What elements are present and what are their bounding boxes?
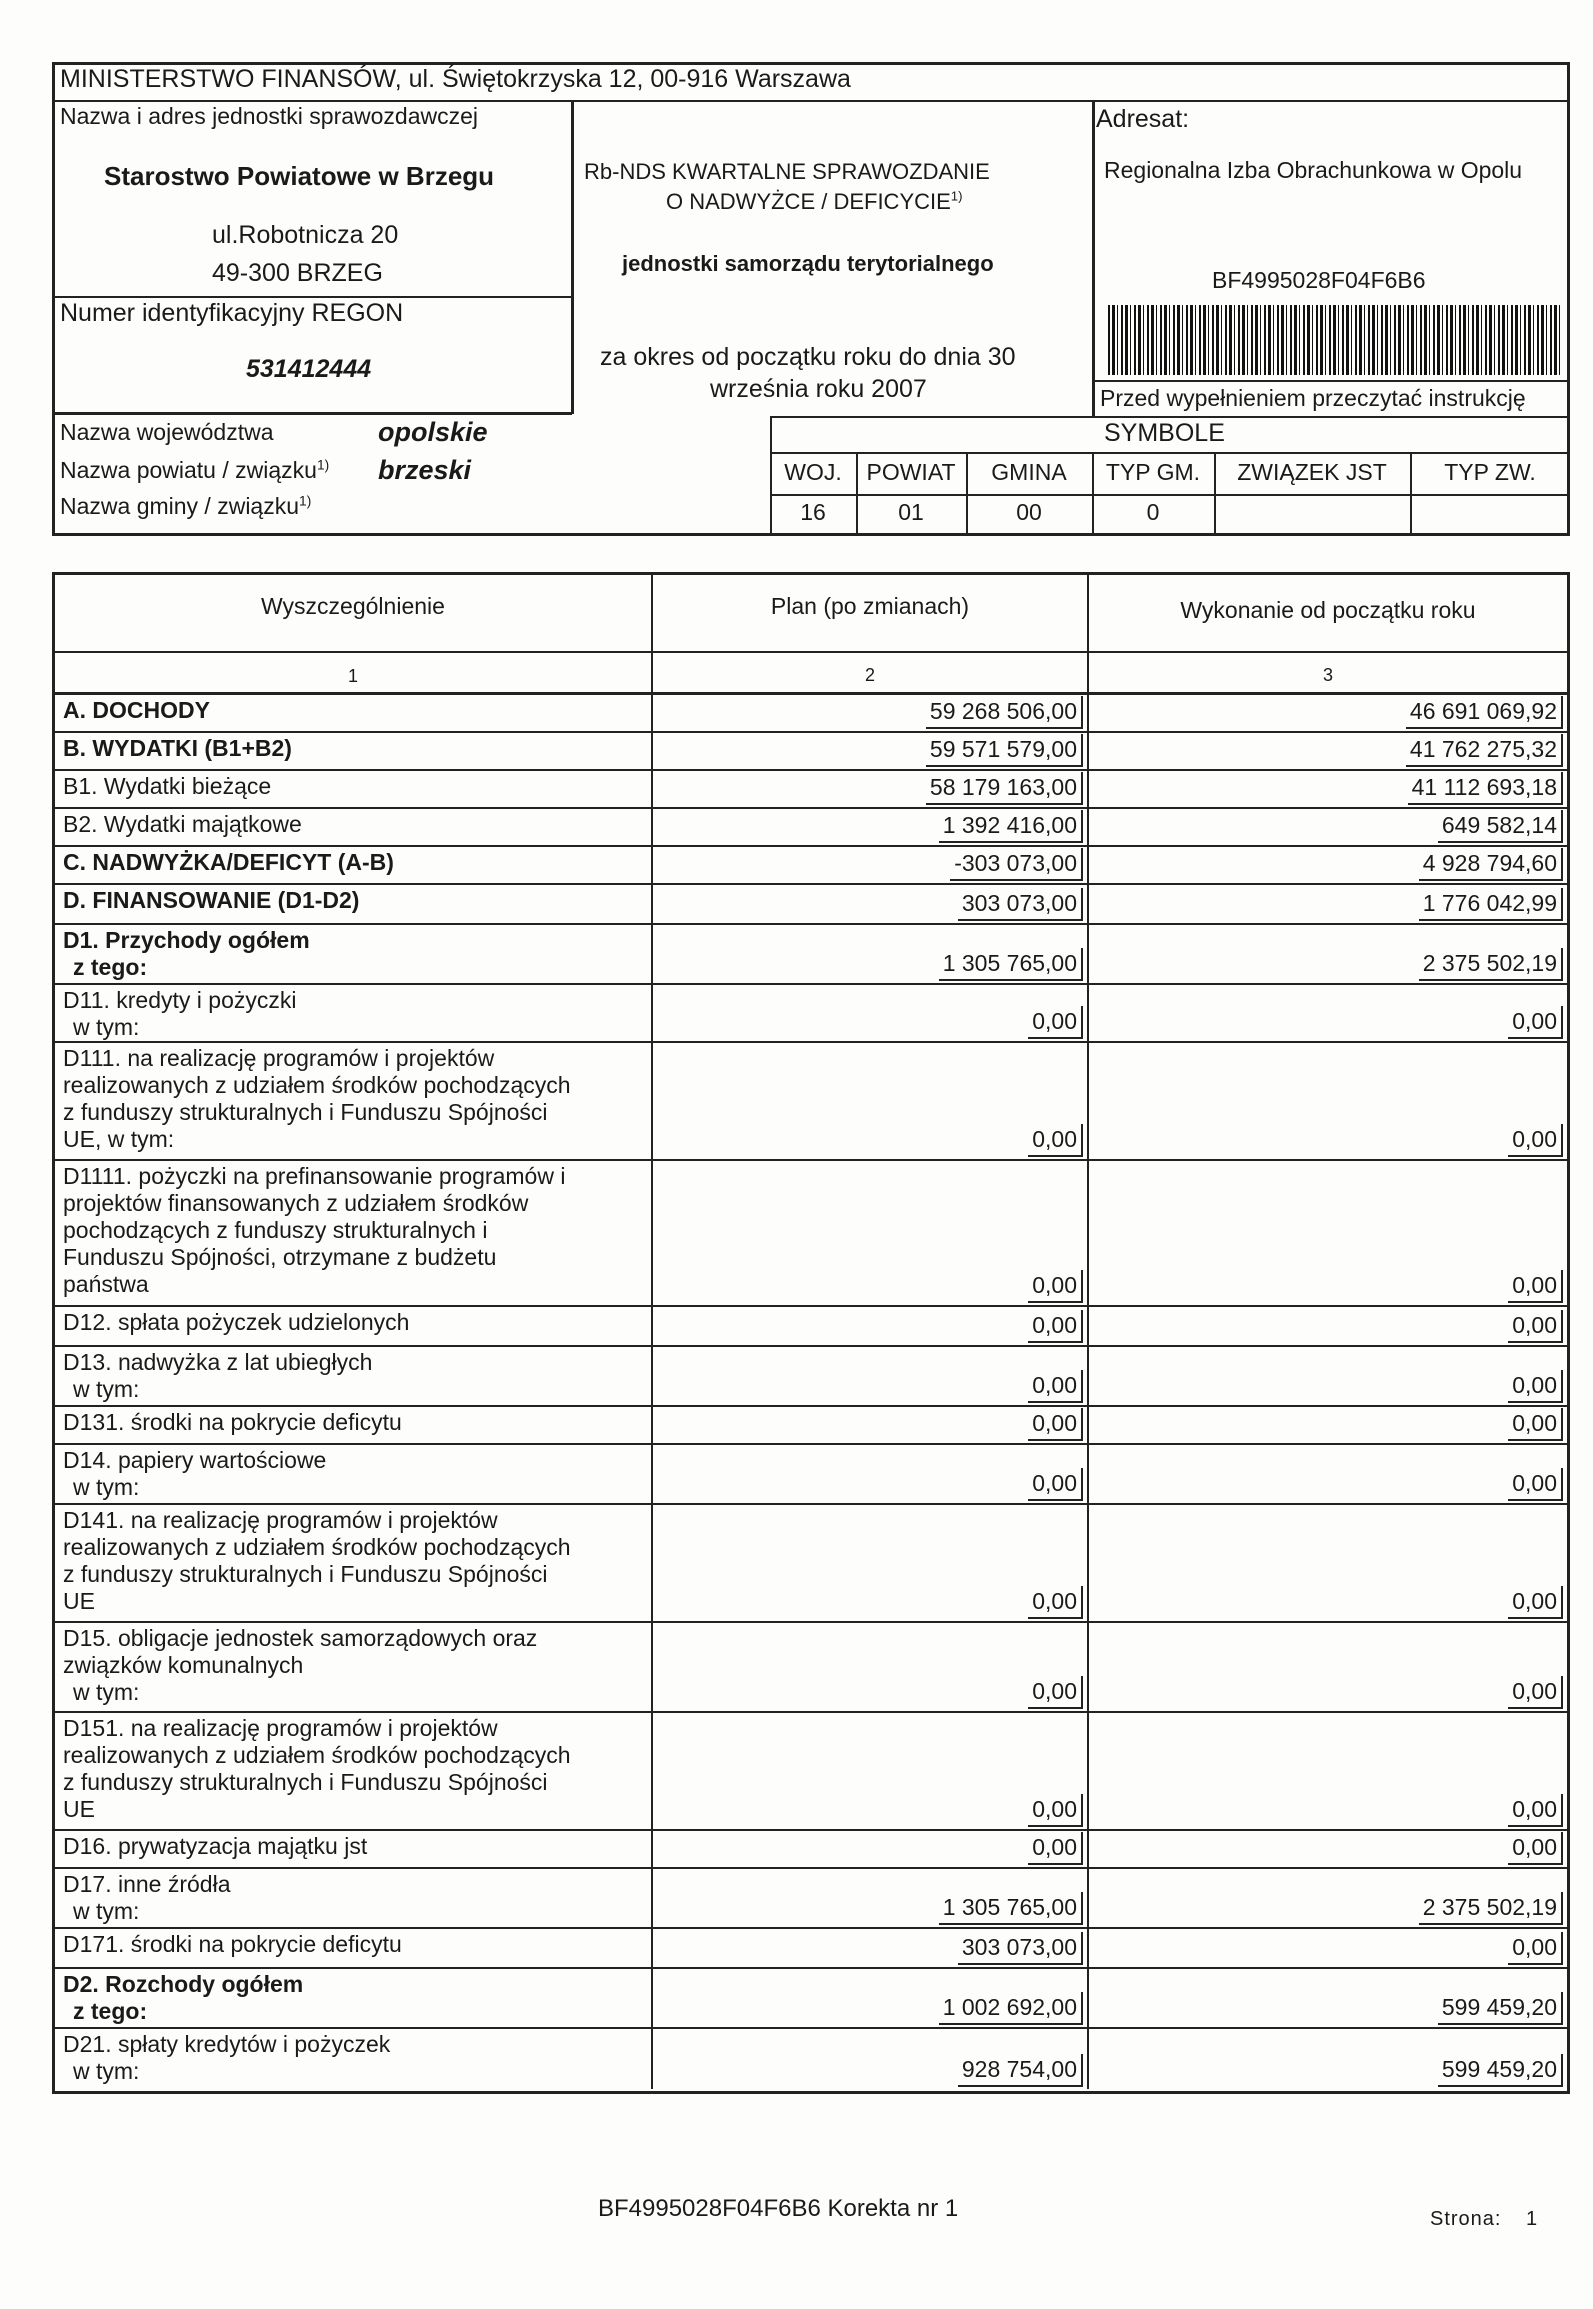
plan-cell [653,925,1089,983]
table-row [55,1869,1567,1929]
row-label-cell [55,1831,653,1867]
page-label: Strona: [1430,2208,1502,2230]
exec-value: 0,00 [1508,1586,1563,1619]
table-row [55,1831,1567,1869]
plan-cell [653,1831,1089,1867]
col-number-1-text: 1 [347,666,358,686]
row-label: w tym: [73,1898,140,1924]
col-number-2-text: 2 [864,665,875,685]
row-label-cell [55,1505,653,1621]
ministry-line: MINISTERSTWO FINANSÓW, ul. Świętokrzyska 12, 00-916 Warszawa [60,65,851,93]
exec-cell [1089,885,1567,923]
divider [1092,100,1095,416]
row-label-cell [55,1407,653,1443]
plan-value: 0,00 [1028,1370,1083,1403]
row-label: D. FINANSOWANIE (D1-D2) [63,887,360,913]
row-label: w tym: [73,1014,140,1040]
col-header-plan-text: Plan (po zmianach) [770,593,970,619]
divider [52,100,1570,102]
table-row [55,1347,1567,1407]
instruction: Przed wypełnieniem przeczytać instrukcję [1100,385,1526,411]
table-row [55,809,1567,847]
plan-cell [653,985,1089,1041]
row-label: D141. na realizację programów i projektów [63,1507,498,1533]
row-label-cell [55,885,653,923]
row-label: D11. kredyty i pożyczki [63,987,297,1013]
table-row [55,925,1567,985]
row-label-cell [55,1043,653,1159]
exec-cell [1089,771,1567,807]
plan-value: 0,00 [1028,1310,1083,1343]
plan-value: 0,00 [1028,1832,1083,1865]
row-label-cell [55,1713,653,1829]
exec-cell [1089,2029,1567,2089]
exec-value: 4 928 794,60 [1419,848,1563,881]
divider [770,494,1570,496]
report-title-2-text: O NADWYŻCE / DEFICYCIE [666,189,951,214]
row-label: z funduszy strukturalnych i Funduszu Spójności [63,1769,548,1795]
symbol-value: 0 [1146,499,1160,525]
plan-value: 0,00 [1028,1006,1083,1039]
table-row [55,695,1567,733]
row-label: D151. na realizację programów i projektów [63,1715,498,1741]
symbols-title: SYMBOLE [1104,419,1225,447]
plan-cell [653,847,1089,883]
row-label: w tym: [73,2058,140,2084]
pow-footnote: 1) [316,457,330,473]
row-label: D17. inne źródła [63,1871,231,1897]
row-label-cell [55,771,653,807]
report-footnote: 1) [950,188,963,204]
row-label-cell [55,985,653,1041]
exec-cell [1089,1347,1567,1405]
exec-cell [1089,1623,1567,1711]
row-label: związków komunalnych [63,1652,304,1678]
exec-value: 0,00 [1508,1370,1563,1403]
row-label: realizowanych z udziałem środków pochodzących [63,1072,571,1098]
row-label: Funduszu Spójności, otrzymane z budżetu [63,1244,497,1270]
row-label: B. WYDATKI (B1+B2) [63,735,292,761]
row-label: państwa [63,1271,149,1297]
row-label-cell [55,1161,653,1305]
row-label: D2. Rozchody ogółem [63,1971,304,1997]
pow-label-text: Nazwa powiatu / związku [60,457,317,483]
woj-label: Nazwa województwa [60,419,274,445]
plan-cell [653,1307,1089,1345]
exec-cell [1089,847,1567,883]
symbol-value: 00 [1016,499,1042,525]
row-label: D12. spłata pożyczek udzielonych [63,1309,410,1335]
exec-value: 0,00 [1508,1932,1563,1965]
exec-cell [1089,1969,1567,2027]
plan-cell [653,1043,1089,1159]
exec-cell [1089,925,1567,983]
symbol-header: WOJ. [784,459,842,485]
row-label: realizowanych z udziałem środków pochodzących [63,1534,571,1560]
table-row [55,1407,1567,1445]
exec-cell [1089,1445,1567,1503]
exec-value: 1 776 042,99 [1419,888,1563,921]
table-row [55,1043,1567,1161]
exec-value: 0,00 [1508,1310,1563,1343]
row-label: projektów finansowanych z udziałem środków [63,1190,529,1216]
pow-label [60,458,329,483]
row-label: UE [63,1588,95,1614]
plan-cell [653,771,1089,807]
row-label-cell [55,1929,653,1967]
col-number-row [55,653,1567,695]
row-label-cell [55,847,653,883]
unit-street: ul.Robotnicza 20 [212,221,399,249]
symbol-value: 16 [800,499,826,525]
divider [52,412,572,415]
plan-cell [653,885,1089,923]
col-header-desc-text: Wyszczególnienie [261,593,445,619]
plan-value: 1 305 765,00 [939,948,1083,981]
exec-cell [1089,985,1567,1041]
row-label: z tego: [73,954,148,980]
exec-cell [1089,733,1567,769]
plan-cell [653,1161,1089,1305]
row-label-cell [55,1869,653,1927]
exec-cell [1089,1161,1567,1305]
row-label: UE, w tym: [63,1126,175,1152]
plan-value: 0,00 [1028,1794,1083,1827]
gmi-label-text: Nazwa gminy / związku [60,493,300,519]
plan-cell [653,1713,1089,1829]
gmi-footnote: 1) [299,493,312,509]
table-row [55,2029,1567,2089]
table-row [55,733,1567,771]
row-label: pochodzących z funduszy strukturalnych i [63,1217,488,1243]
exec-value: 0,00 [1508,1270,1563,1303]
unit-label: Nazwa i adres jednostki sprawozdawczej [60,103,479,129]
exec-value: 46 691 069,92 [1406,696,1563,729]
plan-value: 0,00 [1028,1270,1083,1303]
symbol-header: POWIAT [866,459,956,485]
col-number-3-text: 3 [1322,665,1333,685]
row-label: D111. na realizację programów i projektów [63,1045,495,1071]
symbol-value: 01 [898,499,924,525]
plan-cell [653,1969,1089,2027]
exec-value: 599 459,20 [1438,1992,1563,2025]
table-row [55,1929,1567,1969]
symbol-header: GMINA [991,459,1067,485]
table-row [55,1161,1567,1307]
plan-cell [653,733,1089,769]
table-row [55,985,1567,1043]
exec-value: 0,00 [1508,1468,1563,1501]
row-label: D21. spłaty kredytów i pożyczek [63,2031,391,2057]
row-label-cell [55,695,653,731]
gmi-label [60,494,311,519]
row-label: w tym: [73,1679,140,1705]
plan-value: 1 305 765,00 [939,1892,1083,1925]
row-label: D1. Przychody ogółem [63,927,310,953]
divider [571,100,574,414]
exec-value: 0,00 [1508,1408,1563,1441]
plan-value: 303 073,00 [958,1932,1083,1965]
row-label: B1. Wydatki bieżące [63,773,272,799]
row-label-cell [55,809,653,845]
row-label: D1111. pożyczki na prefinansowanie programów i [63,1163,566,1189]
plan-value: 1 002 692,00 [939,1992,1083,2025]
plan-value: 0,00 [1028,1468,1083,1501]
report-subtitle: jednostki samorządu terytorialnego [622,251,994,276]
row-label-cell [55,1623,653,1711]
exec-cell [1089,1043,1567,1159]
plan-cell [653,1929,1089,1967]
row-label: UE [63,1796,95,1822]
table-row [55,1445,1567,1505]
row-label: D131. środki na pokrycie deficytu [63,1409,402,1435]
plan-value: 59 268 506,00 [926,696,1083,729]
plan-value: 303 073,00 [958,888,1083,921]
plan-cell [653,1407,1089,1443]
plan-cell [653,809,1089,845]
period-line-2: września roku 2007 [710,375,927,403]
regon-value: 531412444 [246,355,372,383]
exec-cell [1089,1831,1567,1867]
plan-value: 58 179 163,00 [926,772,1083,805]
plan-cell [653,695,1089,731]
symbol-header: TYP GM. [1105,459,1201,485]
col-number-3 [1089,653,1567,692]
table-row [55,1969,1567,2029]
row-label: w tym: [73,1376,140,1402]
plan-value: 59 571 579,00 [926,734,1083,767]
row-label-cell [55,1969,653,2027]
unit-name: Starostwo Powiatowe w Brzegu [104,161,495,191]
plan-value: 928 754,00 [958,2054,1083,2087]
row-label-cell [55,733,653,769]
exec-value: 0,00 [1508,1676,1563,1709]
row-label: w tym: [73,1474,140,1500]
exec-value: 599 459,20 [1438,2054,1563,2087]
page-number: 1 [1526,2208,1538,2230]
document-code: BF4995028F04F6B6 [1212,267,1426,293]
row-label: z funduszy strukturalnych i Funduszu Spójności [63,1099,548,1125]
row-label: z funduszy strukturalnych i Funduszu Spójności [63,1561,548,1587]
plan-value: 0,00 [1028,1124,1083,1157]
symbol-header: TYP ZW. [1444,459,1536,485]
plan-cell [653,2029,1089,2089]
row-label: B2. Wydatki majątkowe [63,811,302,837]
row-label: A. DOCHODY [63,697,210,723]
plan-value: -303 073,00 [950,848,1083,881]
report-title: Rb-NDS KWARTALNE SPRAWOZDANIE [584,159,990,184]
exec-cell [1089,695,1567,731]
row-label: realizowanych z udziałem środków pochodzących [63,1742,571,1768]
symbol-header: ZWIĄZEK JST [1237,459,1387,485]
table-header-row [55,575,1567,653]
col-number-2 [653,653,1089,692]
exec-value: 0,00 [1508,1124,1563,1157]
plan-value: 0,00 [1028,1676,1083,1709]
row-label: D14. papiery wartościowe [63,1447,327,1473]
divider [770,452,1570,454]
pow-value: brzeski [378,455,472,485]
row-label: D13. nadwyżka z lat ubiegłych [63,1349,373,1375]
plan-value: 1 392 416,00 [939,810,1083,843]
divider [770,416,1570,418]
row-label-cell [55,925,653,983]
exec-value: 0,00 [1508,1832,1563,1865]
exec-value: 2 375 502,19 [1419,948,1563,981]
exec-value: 0,00 [1508,1794,1563,1827]
plan-cell [653,1445,1089,1503]
table-row [55,1713,1567,1831]
exec-cell [1089,1929,1567,1967]
exec-value: 2 375 502,19 [1419,1892,1563,1925]
exec-cell [1089,1307,1567,1345]
col-header-plan [653,575,1089,651]
col-header-desc [55,575,653,651]
divider [1092,380,1570,382]
table-row [55,885,1567,925]
divider [52,296,572,298]
table-row [55,1505,1567,1623]
row-label: D171. środki na pokrycie deficytu [63,1931,402,1957]
exec-cell [1089,1407,1567,1443]
plan-cell [653,1505,1089,1621]
row-label: z tego: [73,1998,148,2024]
row-label: D15. obligacje jednostek samorządowych oraz [63,1625,538,1651]
table-row [55,847,1567,885]
unit-city: 49-300 BRZEG [212,259,383,287]
table-row [55,1307,1567,1347]
table-row [55,1623,1567,1713]
addressee-name: Regionalna Izba Obrachunkowa w Opolu [1104,157,1523,183]
footer-code: BF4995028F04F6B6 Korekta nr 1 [598,2195,959,2222]
row-label-cell [55,1347,653,1405]
report-title-2 [666,190,963,214]
plan-cell [653,1623,1089,1711]
period-line-1: za okres od początku roku do dnia 30 [600,343,1016,371]
main-table [52,572,1570,2094]
woj-value: opolskie [378,417,488,447]
col-header-exec-text: Wykonanie od początku roku [1180,597,1476,623]
exec-cell [1089,1869,1567,1927]
col-header-exec [1089,575,1567,651]
row-label: D16. prywatyzacja majątku jst [63,1833,368,1859]
row-label: C. NADWYŻKA/DEFICYT (A-B) [63,849,394,875]
exec-cell [1089,1505,1567,1621]
exec-value: 649 582,14 [1438,810,1563,843]
plan-cell [653,1347,1089,1405]
plan-cell [653,1869,1089,1927]
addressee-label: Adresat: [1096,105,1190,133]
exec-value: 41 112 693,18 [1408,772,1563,805]
exec-cell [1089,809,1567,845]
regon-label: Numer identyfikacyjny REGON [60,299,404,327]
exec-value: 0,00 [1508,1006,1563,1039]
exec-cell [1089,1713,1567,1829]
row-label-cell [55,1445,653,1503]
col-number-1 [55,653,653,692]
plan-value: 0,00 [1028,1586,1083,1619]
barcode [1108,305,1562,375]
plan-value: 0,00 [1028,1408,1083,1441]
row-label-cell [55,2029,653,2089]
exec-value: 41 762 275,32 [1406,734,1563,767]
table-row [55,771,1567,809]
row-label-cell [55,1307,653,1345]
